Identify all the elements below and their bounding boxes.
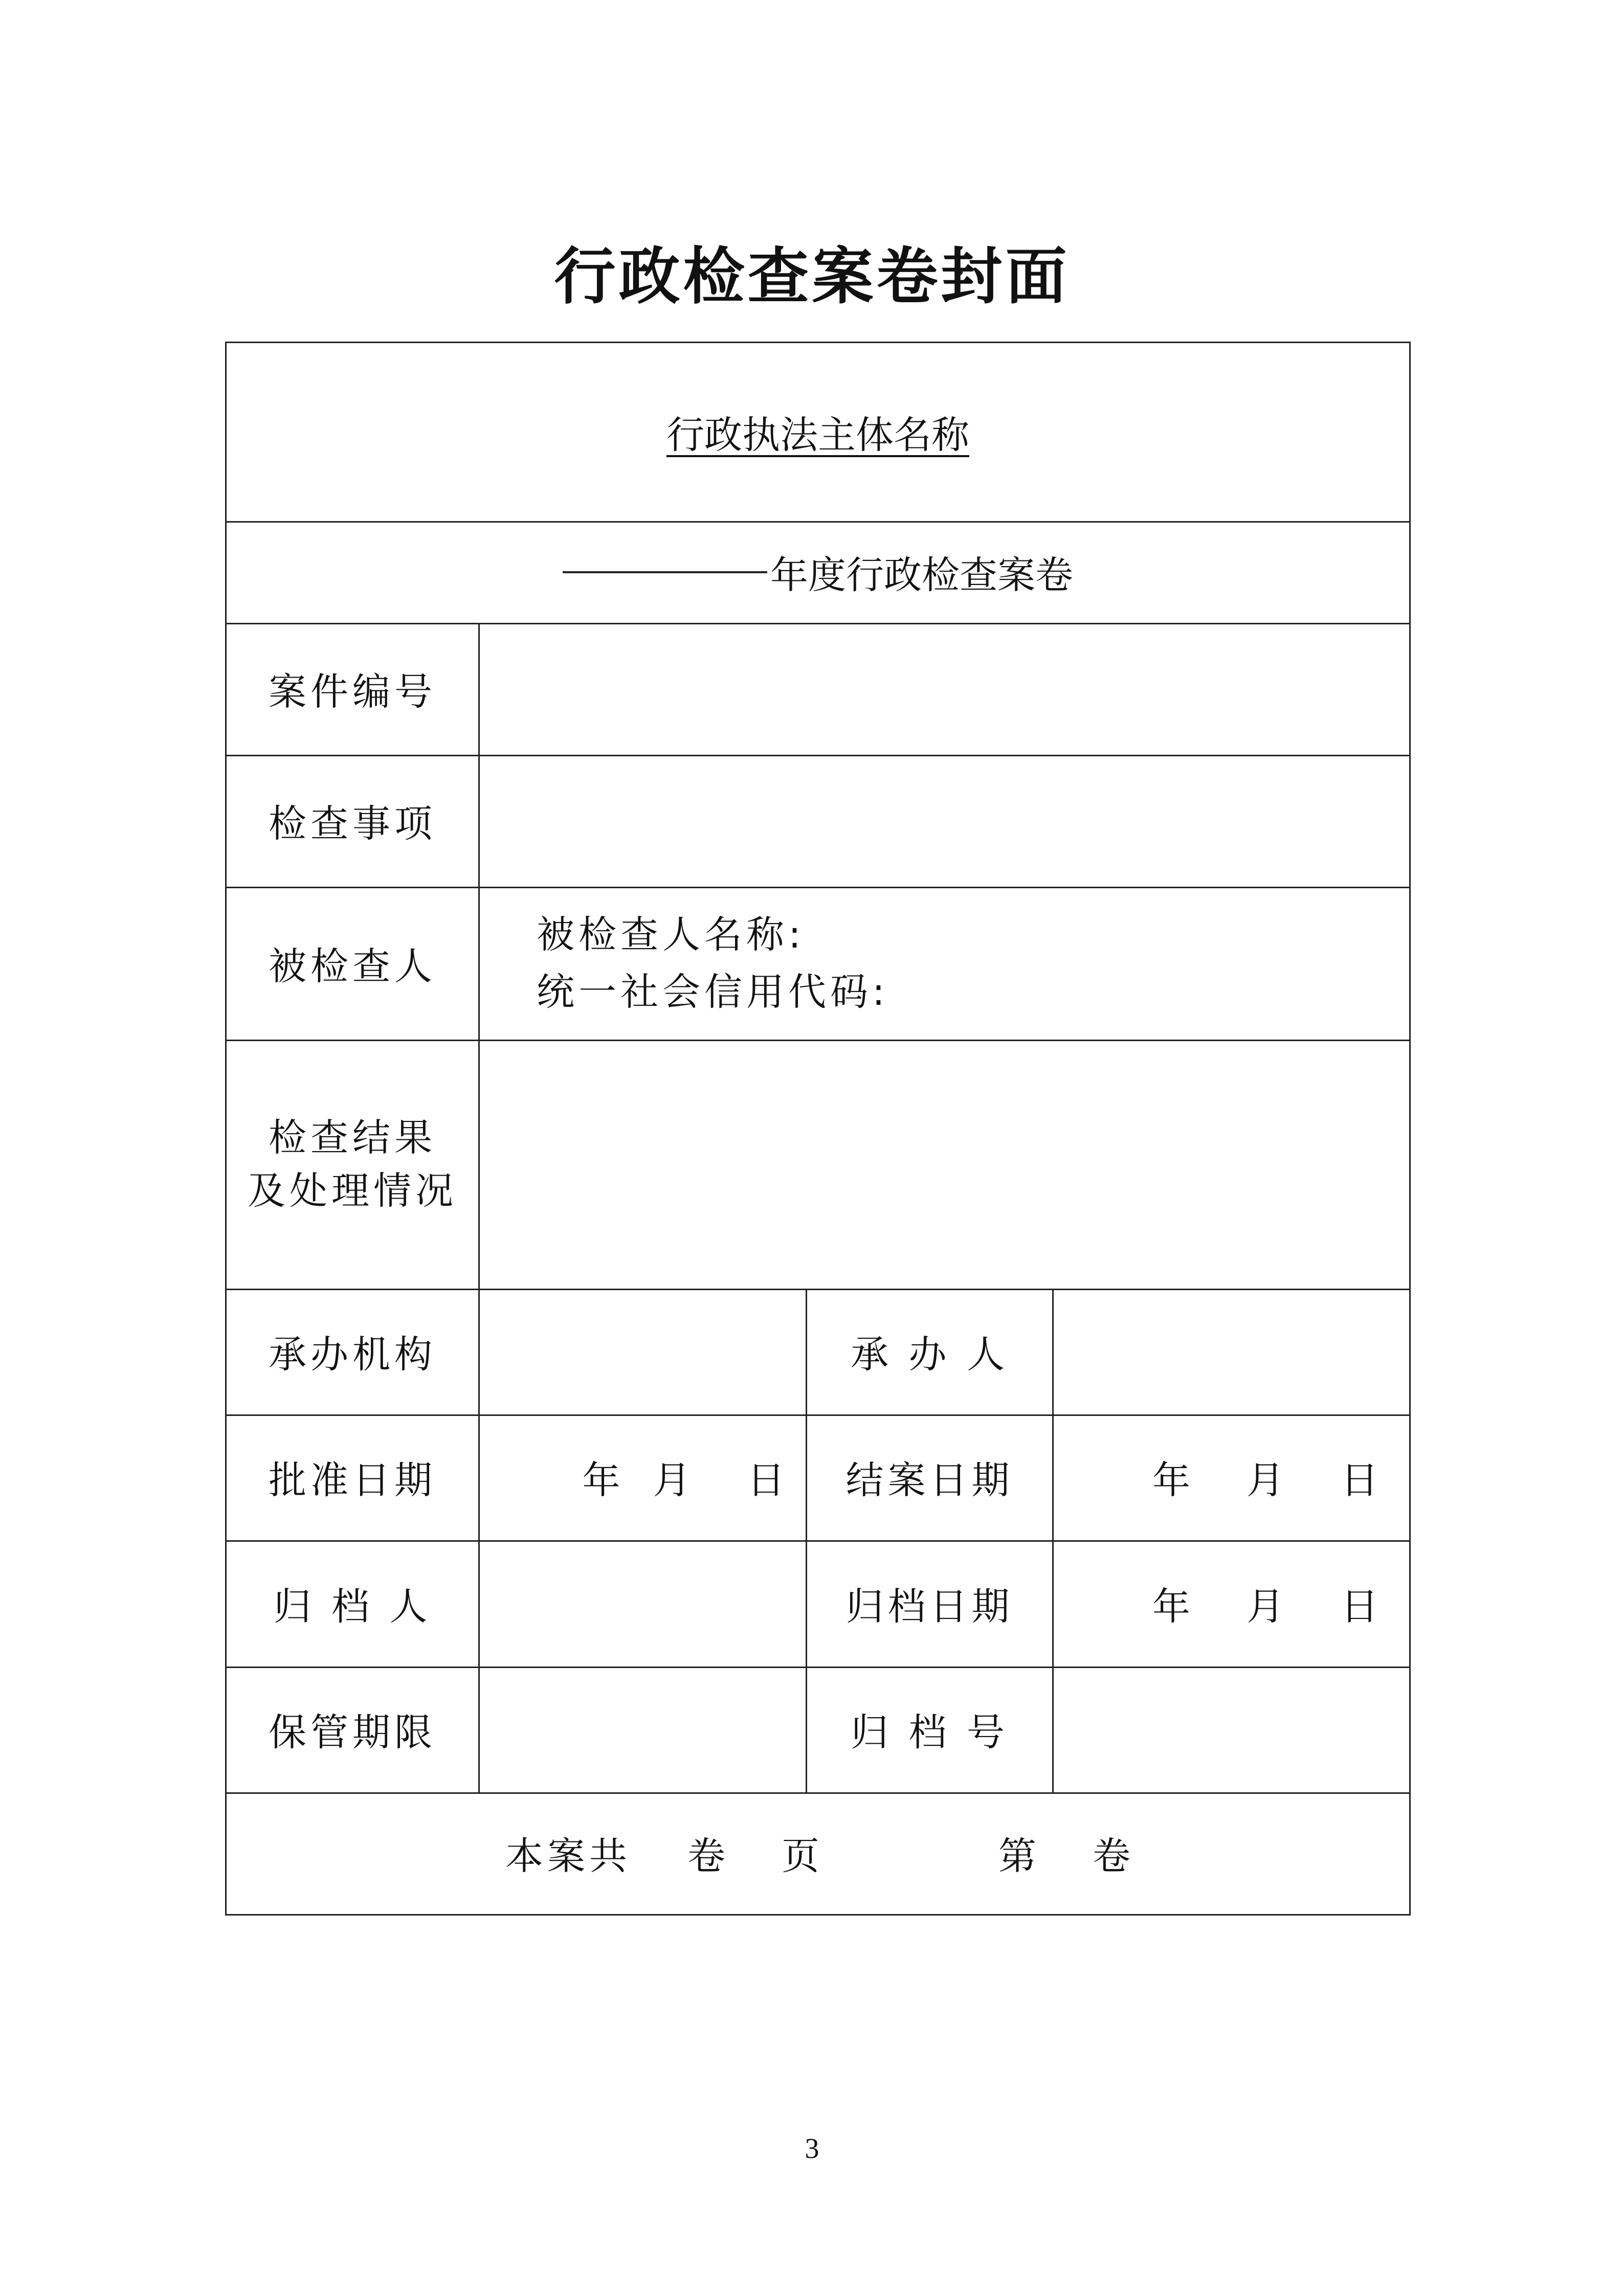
retention-period-label: 保管期限 (269, 1710, 436, 1754)
inspection-item-label: 检查事项 (269, 802, 436, 846)
handler-field[interactable] (1054, 1289, 1411, 1414)
closing-date-field[interactable] (1054, 1414, 1411, 1540)
approval-date-year: 年 (582, 1458, 620, 1502)
volume-summary-volume: 卷 (1093, 1834, 1130, 1878)
year-blank[interactable] (563, 571, 767, 573)
approval-date-field[interactable] (480, 1414, 806, 1540)
handler-label: 承 办 人 (850, 1333, 1009, 1377)
credit-code-label: 统一社会信用代码: (537, 970, 889, 1014)
result-label-line1: 检查结果 (269, 1115, 436, 1160)
page-number: 3 (805, 2133, 819, 2165)
result-label-line2: 及处理情况 (248, 1168, 457, 1213)
volume-summary-volumes: 卷 (687, 1834, 725, 1878)
cover-form (225, 342, 1411, 1916)
volume-summary-row (227, 1792, 1409, 1914)
closing-date-month: 月 (1247, 1458, 1284, 1502)
archive-number-label: 归 档 号 (850, 1710, 1009, 1754)
archivist-label: 归 档 人 (273, 1584, 432, 1629)
approval-date-day: 日 (747, 1458, 785, 1502)
archivist-field[interactable] (480, 1540, 806, 1667)
inspected-party-name-label: 被检查人名称: (537, 912, 805, 957)
approval-date-month: 月 (653, 1458, 691, 1502)
year-suffix: 年度行政检查案卷 (770, 553, 1073, 597)
archive-date-day: 日 (1341, 1584, 1378, 1629)
archive-number-field[interactable] (1054, 1667, 1411, 1792)
archive-date-month: 月 (1247, 1584, 1284, 1629)
approval-date-label: 批准日期 (269, 1458, 436, 1502)
retention-period-field[interactable] (480, 1667, 806, 1792)
archive-date-field[interactable] (1054, 1540, 1411, 1667)
case-number-field[interactable] (480, 623, 1411, 755)
case-number-label: 案件编号 (269, 670, 436, 714)
archive-date-label: 归档日期 (846, 1584, 1014, 1629)
closing-date-day: 日 (1341, 1458, 1378, 1502)
closing-date-year: 年 (1152, 1458, 1190, 1502)
year-row (227, 521, 1409, 623)
inspection-item-field[interactable] (480, 755, 1411, 887)
agency-name: 行政执法主体名称 (666, 413, 969, 457)
volume-summary-index: 第 (998, 1834, 1036, 1878)
result-label (227, 1040, 478, 1289)
page-title: 行政检查案卷封面 (554, 241, 1070, 312)
closing-date-label: 结案日期 (846, 1458, 1014, 1502)
volume-summary-pages: 页 (782, 1834, 819, 1878)
archive-date-year: 年 (1152, 1584, 1190, 1629)
handling-org-label: 承办机构 (269, 1333, 436, 1377)
volume-summary-total: 本案共 (505, 1834, 631, 1878)
inspected-party-field[interactable] (537, 887, 1406, 1040)
handling-org-field[interactable] (480, 1289, 806, 1414)
agency-name-row (227, 343, 1409, 521)
result-field[interactable] (480, 1040, 1411, 1289)
inspected-party-label: 被检查人 (269, 944, 436, 988)
